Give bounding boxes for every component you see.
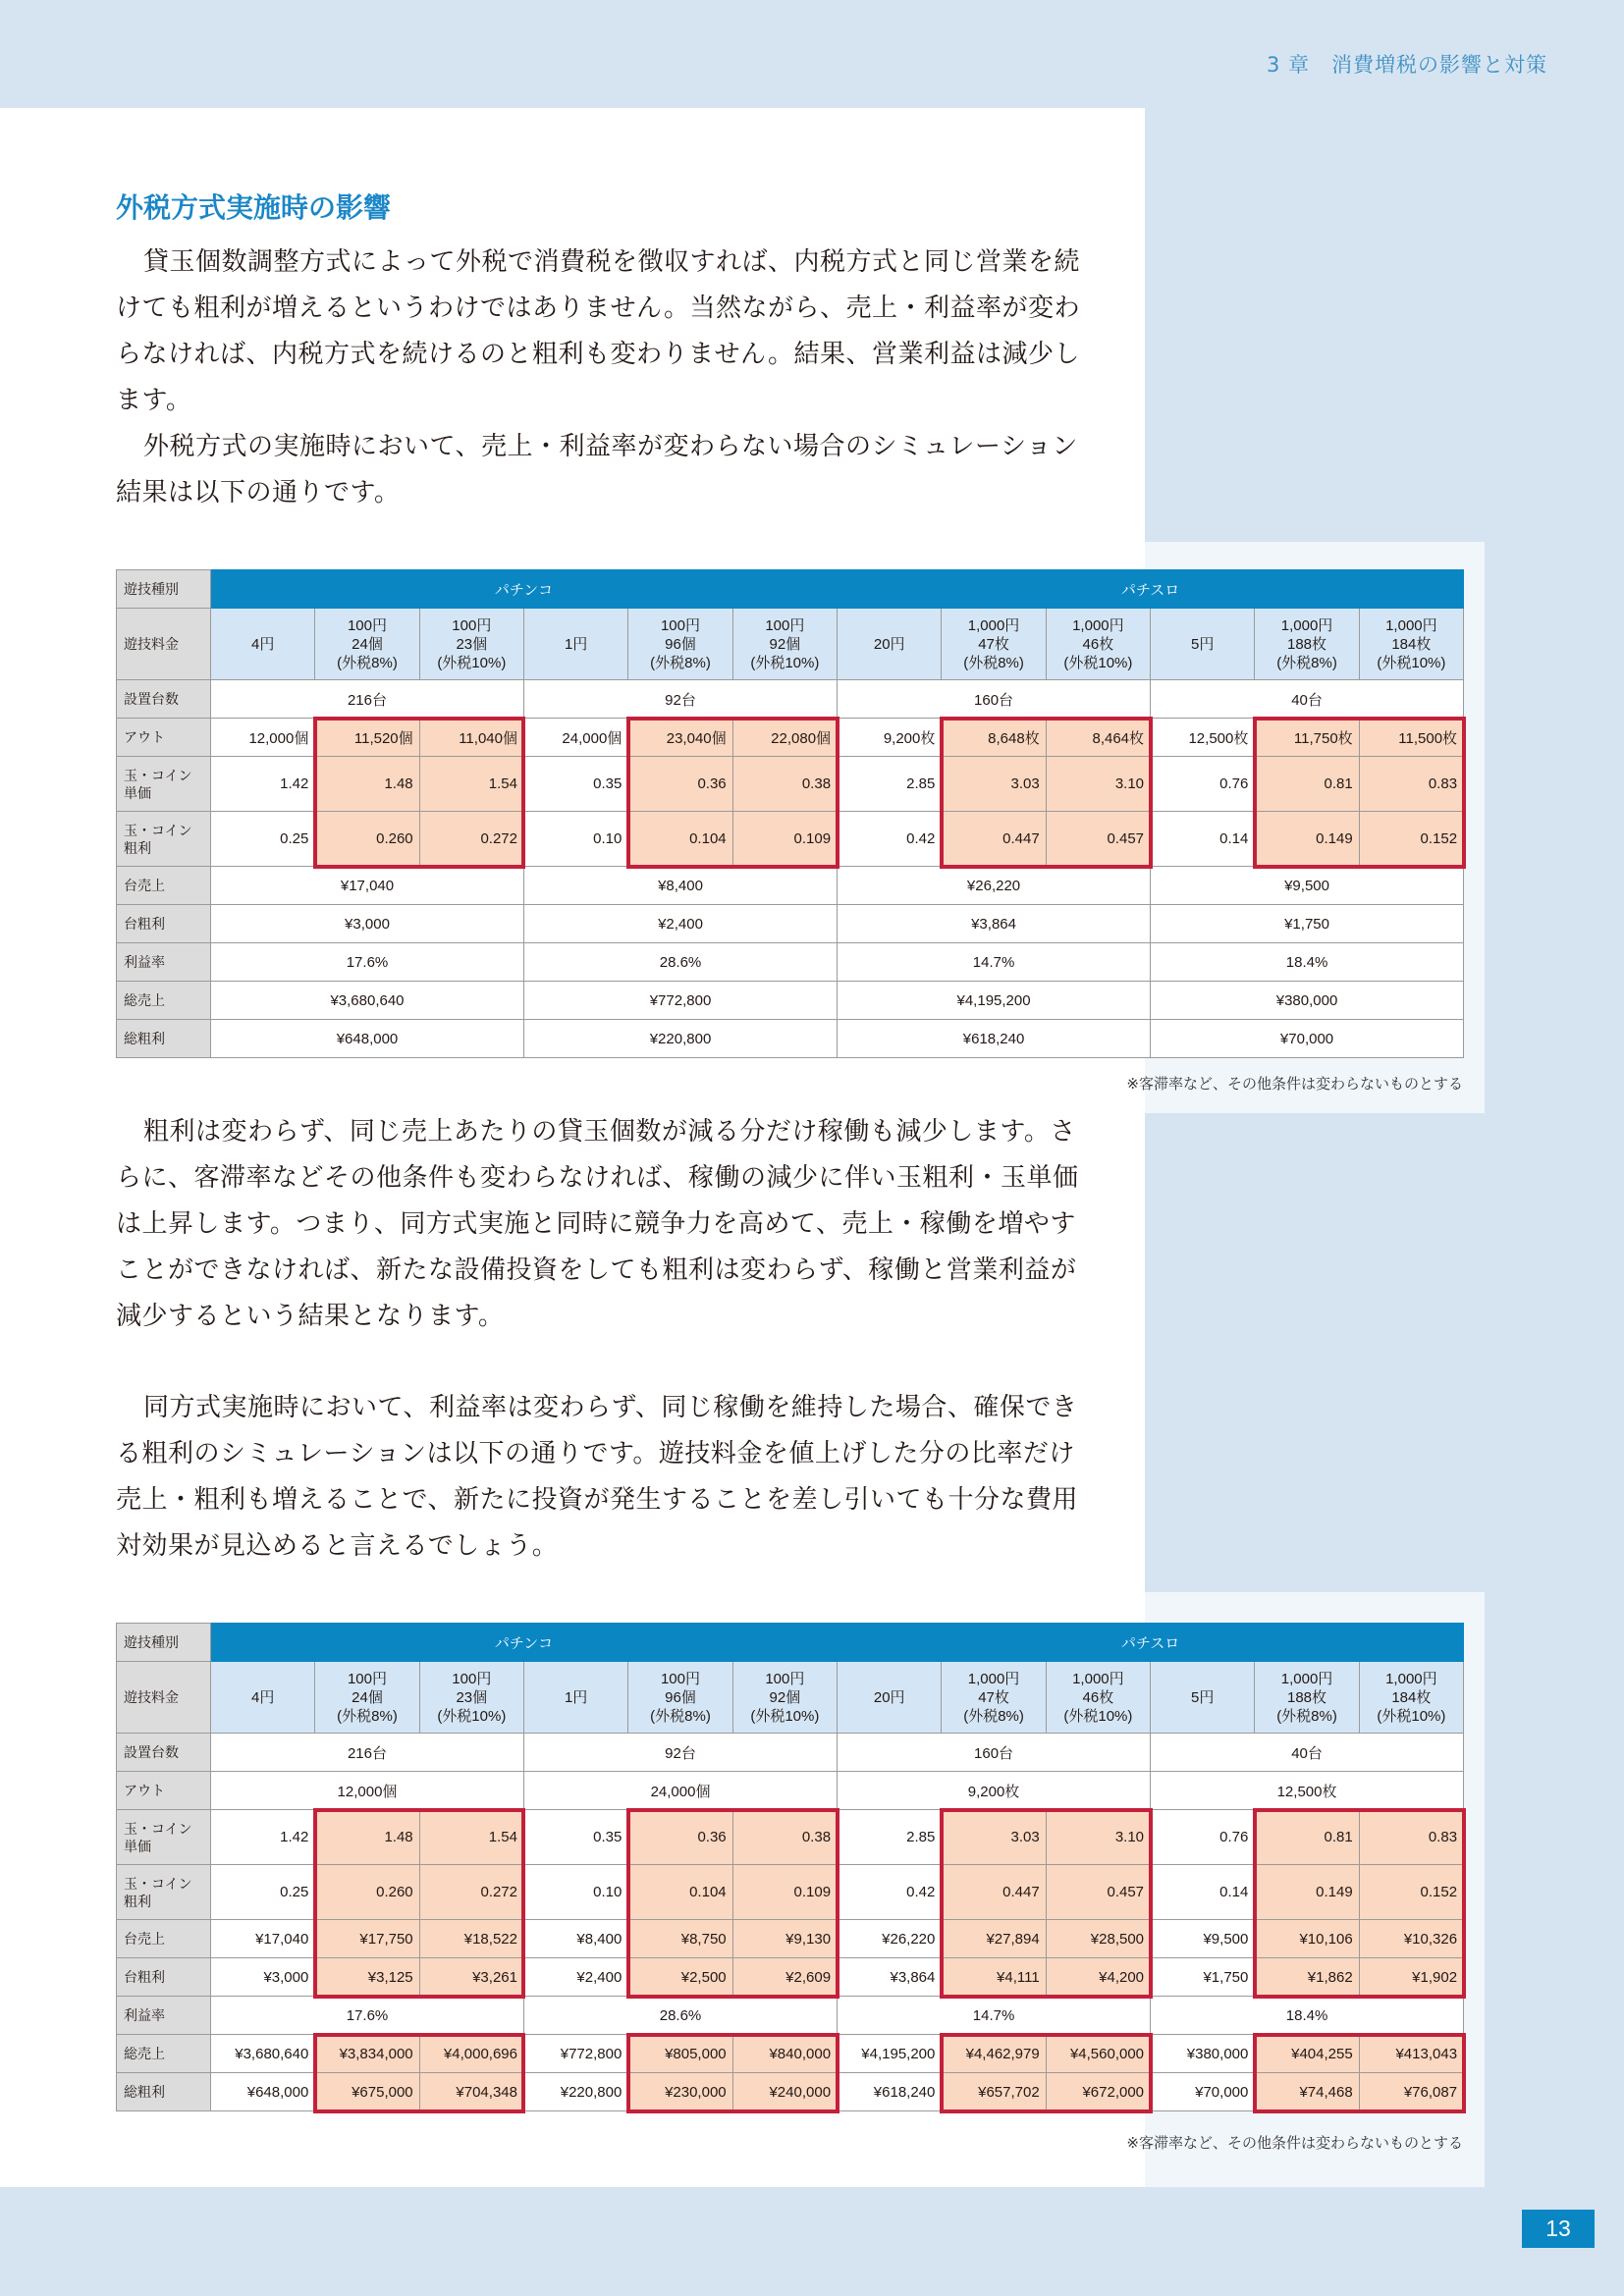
cell-unit-profit: 0.149 bbox=[1255, 812, 1359, 867]
cell-total-sales: ¥805,000 bbox=[628, 2035, 732, 2073]
fee-cell: 1円 bbox=[523, 1662, 627, 1734]
type-row bbox=[117, 570, 1464, 609]
machines-cell: 92台 bbox=[523, 1734, 837, 1772]
paragraph-2-text: 粗利は変わらず、同じ売上あたりの貸玉個数が減る分だけ稼働も減少します。さらに、客滞率などその他条件も変わらなければ、稼働の減少に伴い玉粗利・玉単価は上昇します。つまり、同方式実施と同時に競争力を高めて、売上・稼働を増やすことができなければ、新たな設備投資をしても粗利は変わらず、稼働と営業利益が減少するという結果となります。 bbox=[116, 1117, 1079, 1331]
cell-margin: 28.6% bbox=[523, 1997, 837, 2035]
cell-sales: ¥10,106 bbox=[1255, 1920, 1359, 1958]
cell-unit-price: 0.38 bbox=[732, 1810, 837, 1865]
cell-unit-price: 0.81 bbox=[1255, 757, 1359, 812]
machines-cell: 92台 bbox=[523, 680, 837, 719]
cell-out: 12,500枚 bbox=[1151, 1772, 1464, 1810]
cell-total-profit: ¥648,000 bbox=[211, 2073, 315, 2111]
machines-cell: 160台 bbox=[838, 680, 1151, 719]
cell-unit-profit: 0.42 bbox=[838, 812, 942, 867]
cell-profit: ¥1,902 bbox=[1359, 1958, 1463, 1997]
cell-total-profit: ¥230,000 bbox=[628, 2073, 732, 2111]
cell-profit: ¥2,400 bbox=[523, 905, 837, 943]
fee-cell: 1,000円 47枚 (外税8%) bbox=[942, 609, 1046, 680]
cell-sales: ¥8,400 bbox=[523, 1920, 627, 1958]
page-number: 13 bbox=[1522, 2210, 1595, 2248]
row-header-unit_price: 玉・コイン 単価 bbox=[117, 1810, 211, 1865]
machines-cell: 216台 bbox=[211, 680, 524, 719]
row-header-unit_profit: 玉・コイン 粗利 bbox=[117, 1865, 211, 1920]
chapter-title: 3 章 消費増税の影響と対策 bbox=[1266, 53, 1547, 77]
cell-out: 23,040個 bbox=[628, 719, 732, 757]
row-out bbox=[117, 1772, 1464, 1810]
fee-cell: 100円 23個 (外税10%) bbox=[419, 1662, 523, 1734]
row-header-out: アウト bbox=[117, 719, 211, 757]
cell-out: 12,000個 bbox=[211, 719, 315, 757]
cell-out: 11,520個 bbox=[315, 719, 419, 757]
cell-sales: ¥18,522 bbox=[419, 1920, 523, 1958]
cell-sales: ¥17,750 bbox=[315, 1920, 419, 1958]
cell-total-sales: ¥4,000,696 bbox=[419, 2035, 523, 2073]
table-1-note: ※客滞率など、その他条件は変わらないものとする bbox=[1126, 1075, 1463, 1093]
cell-unit-price: 0.36 bbox=[628, 757, 732, 812]
row-header-out: アウト bbox=[117, 1772, 211, 1810]
cell-total-profit: ¥618,240 bbox=[838, 2073, 942, 2111]
cell-unit-price: 1.48 bbox=[315, 1810, 419, 1865]
cell-total-profit: ¥675,000 bbox=[315, 2073, 419, 2111]
cell-sales: ¥28,500 bbox=[1046, 1920, 1150, 1958]
cell-unit-price: 0.35 bbox=[523, 757, 627, 812]
cell-total-sales: ¥3,834,000 bbox=[315, 2035, 419, 2073]
cell-total-sales: ¥4,195,200 bbox=[838, 982, 1151, 1020]
fee-cell: 20円 bbox=[838, 1662, 942, 1734]
cell-unit-profit: 0.447 bbox=[942, 812, 1046, 867]
cell-sales: ¥26,220 bbox=[838, 867, 1151, 905]
cell-unit-profit: 0.10 bbox=[523, 812, 627, 867]
cell-sales: ¥9,500 bbox=[1151, 867, 1464, 905]
cell-unit-price: 3.10 bbox=[1046, 1810, 1150, 1865]
cell-profit: ¥3,864 bbox=[838, 1958, 942, 1997]
cell-total-profit: ¥70,000 bbox=[1151, 1020, 1464, 1058]
cell-total-sales: ¥4,195,200 bbox=[838, 2035, 942, 2073]
row-total-sales bbox=[117, 982, 1464, 1020]
cell-sales: ¥9,500 bbox=[1151, 1920, 1255, 1958]
cell-profit: ¥3,261 bbox=[419, 1958, 523, 1997]
cell-sales: ¥27,894 bbox=[942, 1920, 1046, 1958]
cell-total-sales: ¥413,043 bbox=[1359, 2035, 1463, 2073]
row-total-sales bbox=[117, 2035, 1464, 2073]
cell-total-profit: ¥76,087 bbox=[1359, 2073, 1463, 2111]
cell-total-sales: ¥4,462,979 bbox=[942, 2035, 1046, 2073]
type-row bbox=[117, 1624, 1464, 1662]
cell-sales: ¥26,220 bbox=[838, 1920, 942, 1958]
row-header-sales: 台売上 bbox=[117, 867, 211, 905]
cell-total-profit: ¥240,000 bbox=[732, 2073, 837, 2111]
simulation-table-2 bbox=[116, 1623, 1464, 2111]
row-profit bbox=[117, 1958, 1464, 1997]
cell-profit: ¥1,862 bbox=[1255, 1958, 1359, 1997]
cell-unit-price: 3.03 bbox=[942, 757, 1046, 812]
cell-unit-price: 0.83 bbox=[1359, 1810, 1463, 1865]
cell-unit-profit: 0.457 bbox=[1046, 1865, 1150, 1920]
fee-cell: 1,000円 184枚 (外税10%) bbox=[1359, 609, 1463, 680]
cell-out: 11,750枚 bbox=[1255, 719, 1359, 757]
cell-sales: ¥17,040 bbox=[211, 1920, 315, 1958]
cell-total-sales: ¥380,000 bbox=[1151, 2035, 1255, 2073]
paragraph-3-text: 同方式実施時において、利益率は変わらず、同じ稼働を維持した場合、確保できる粗利のシミュレーションは以下の通りです。遊技料金を値上げした分の比率だけ売上・粗利も増えることで、新たに投資が発生することを差し引いても十分な費用対効果が見込めると言えるでしょう。 bbox=[116, 1393, 1078, 1561]
fee-cell: 1,000円 47枚 (外税8%) bbox=[942, 1662, 1046, 1734]
row-header-profit: 台粗利 bbox=[117, 1958, 211, 1997]
fee-cell: 1,000円 188枚 (外税8%) bbox=[1255, 609, 1359, 680]
cell-margin: 18.4% bbox=[1151, 943, 1464, 982]
cell-margin: 17.6% bbox=[211, 943, 524, 982]
fee-cell: 1,000円 184枚 (外税10%) bbox=[1359, 1662, 1463, 1734]
cell-unit-profit: 0.25 bbox=[211, 1865, 315, 1920]
row-header-total_sales: 総売上 bbox=[117, 2035, 211, 2073]
cell-unit-price: 0.76 bbox=[1151, 757, 1255, 812]
row-header-type: 遊技種別 bbox=[117, 570, 211, 609]
cell-out: 22,080個 bbox=[732, 719, 837, 757]
cell-margin: 14.7% bbox=[838, 943, 1151, 982]
machines-cell: 40台 bbox=[1151, 1734, 1464, 1772]
cell-unit-profit: 0.109 bbox=[732, 1865, 837, 1920]
row-unit-profit bbox=[117, 1865, 1464, 1920]
paragraph-1-text-b: 外税方式の実施時において、売上・利益率が変わらない場合のシミュレーション結果は以下の通りです。 bbox=[116, 432, 1078, 507]
cell-unit-price: 1.54 bbox=[419, 757, 523, 812]
cell-unit-price: 1.42 bbox=[211, 757, 315, 812]
row-header-machines: 設置台数 bbox=[117, 1734, 211, 1772]
machines-cell: 216台 bbox=[211, 1734, 524, 1772]
row-header-machines: 設置台数 bbox=[117, 680, 211, 719]
row-header-profit: 台粗利 bbox=[117, 905, 211, 943]
cell-unit-price: 3.03 bbox=[942, 1810, 1046, 1865]
cell-profit: ¥4,111 bbox=[942, 1958, 1046, 1997]
cell-unit-profit: 0.457 bbox=[1046, 812, 1150, 867]
row-unit-price bbox=[117, 1810, 1464, 1865]
row-header-unit_profit: 玉・コイン 粗利 bbox=[117, 812, 211, 867]
group-header: パチンコ bbox=[211, 1624, 838, 1662]
fee-cell: 5円 bbox=[1151, 1662, 1255, 1734]
fee-cell: 1,000円 188枚 (外税8%) bbox=[1255, 1662, 1359, 1734]
cell-unit-price: 0.38 bbox=[732, 757, 837, 812]
fee-cell: 1,000円 46枚 (外税10%) bbox=[1046, 609, 1150, 680]
machines-row bbox=[117, 680, 1464, 719]
cell-margin: 18.4% bbox=[1151, 1997, 1464, 2035]
row-out bbox=[117, 719, 1464, 757]
cell-out: 24,000個 bbox=[523, 719, 627, 757]
cell-unit-profit: 0.149 bbox=[1255, 1865, 1359, 1920]
row-header-margin: 利益率 bbox=[117, 1997, 211, 2035]
cell-profit: ¥2,400 bbox=[523, 1958, 627, 1997]
cell-total-sales: ¥772,800 bbox=[523, 2035, 627, 2073]
cell-unit-price: 0.76 bbox=[1151, 1810, 1255, 1865]
group-header: パチンコ bbox=[211, 570, 838, 609]
row-profit bbox=[117, 905, 1464, 943]
cell-profit: ¥4,200 bbox=[1046, 1958, 1150, 1997]
cell-margin: 28.6% bbox=[523, 943, 837, 982]
cell-total-profit: ¥74,468 bbox=[1255, 2073, 1359, 2111]
cell-sales: ¥8,400 bbox=[523, 867, 837, 905]
row-header-fee: 遊技料金 bbox=[117, 609, 211, 680]
cell-profit: ¥2,609 bbox=[732, 1958, 837, 1997]
cell-total-profit: ¥657,702 bbox=[942, 2073, 1046, 2111]
fee-cell: 1,000円 46枚 (外税10%) bbox=[1046, 1662, 1150, 1734]
cell-unit-price: 0.35 bbox=[523, 1810, 627, 1865]
cell-total-sales: ¥380,000 bbox=[1151, 982, 1464, 1020]
section-title: 外税方式実施時の影響 bbox=[116, 191, 392, 224]
fee-cell: 4円 bbox=[211, 609, 315, 680]
cell-out: 11,040個 bbox=[419, 719, 523, 757]
row-total-profit bbox=[117, 1020, 1464, 1058]
cell-out: 8,648枚 bbox=[942, 719, 1046, 757]
cell-unit-profit: 0.104 bbox=[628, 1865, 732, 1920]
cell-margin: 14.7% bbox=[838, 1997, 1151, 2035]
cell-sales: ¥10,326 bbox=[1359, 1920, 1463, 1958]
fee-cell: 1円 bbox=[523, 609, 627, 680]
cell-profit: ¥1,750 bbox=[1151, 1958, 1255, 1997]
cell-unit-price: 2.85 bbox=[838, 757, 942, 812]
cell-unit-price: 2.85 bbox=[838, 1810, 942, 1865]
paragraph-2 bbox=[116, 1109, 1098, 1340]
cell-profit: ¥3,000 bbox=[211, 905, 524, 943]
machines-cell: 160台 bbox=[838, 1734, 1151, 1772]
simulation-table-1 bbox=[116, 569, 1464, 1058]
row-sales bbox=[117, 867, 1464, 905]
cell-total-sales: ¥4,560,000 bbox=[1046, 2035, 1150, 2073]
row-margin bbox=[117, 1997, 1464, 2035]
fee-cell: 100円 24個 (外税8%) bbox=[315, 609, 419, 680]
row-header-margin: 利益率 bbox=[117, 943, 211, 982]
cell-unit-profit: 0.260 bbox=[315, 1865, 419, 1920]
cell-unit-profit: 0.109 bbox=[732, 812, 837, 867]
cell-unit-profit: 0.152 bbox=[1359, 812, 1463, 867]
cell-unit-profit: 0.10 bbox=[523, 1865, 627, 1920]
cell-unit-profit: 0.14 bbox=[1151, 1865, 1255, 1920]
cell-profit: ¥1,750 bbox=[1151, 905, 1464, 943]
paragraph-1-text-a: 貸玉個数調整方式によって外税で消費税を徴収すれば、内税方式と同じ営業を続けても粗利が増えるというわけではありません。当然ながら、売上・利益率が変わらなければ、内税方式を続けるのと粗利も変わりません。結果、営業利益は減少します。 bbox=[116, 247, 1081, 415]
cell-total-sales: ¥3,680,640 bbox=[211, 982, 524, 1020]
row-header-sales: 台売上 bbox=[117, 1920, 211, 1958]
table-2-note: ※客滞率など、その他条件は変わらないものとする bbox=[1126, 2134, 1463, 2152]
row-sales bbox=[117, 1920, 1464, 1958]
cell-total-profit: ¥648,000 bbox=[211, 1020, 524, 1058]
row-header-fee: 遊技料金 bbox=[117, 1662, 211, 1734]
row-header-total_sales: 総売上 bbox=[117, 982, 211, 1020]
paragraph-3 bbox=[116, 1385, 1098, 1570]
cell-profit: ¥2,500 bbox=[628, 1958, 732, 1997]
cell-out: 24,000個 bbox=[523, 1772, 837, 1810]
fee-cell: 100円 92個 (外税10%) bbox=[732, 609, 837, 680]
cell-total-sales: ¥772,800 bbox=[523, 982, 837, 1020]
cell-out: 8,464枚 bbox=[1046, 719, 1150, 757]
cell-total-profit: ¥618,240 bbox=[838, 1020, 1151, 1058]
cell-out: 12,500枚 bbox=[1151, 719, 1255, 757]
fee-cell: 4円 bbox=[211, 1662, 315, 1734]
fee-cell: 20円 bbox=[838, 609, 942, 680]
cell-unit-price: 0.36 bbox=[628, 1810, 732, 1865]
cell-profit: ¥3,000 bbox=[211, 1958, 315, 1997]
cell-total-sales: ¥404,255 bbox=[1255, 2035, 1359, 2073]
footer-band bbox=[0, 2187, 1624, 2296]
row-unit-price bbox=[117, 757, 1464, 812]
row-header-unit_price: 玉・コイン 単価 bbox=[117, 757, 211, 812]
cell-unit-profit: 0.152 bbox=[1359, 1865, 1463, 1920]
fee-cell: 100円 24個 (外税8%) bbox=[315, 1662, 419, 1734]
row-header-type: 遊技種別 bbox=[117, 1624, 211, 1662]
cell-unit-profit: 0.447 bbox=[942, 1865, 1046, 1920]
machines-row bbox=[117, 1734, 1464, 1772]
cell-unit-price: 0.83 bbox=[1359, 757, 1463, 812]
cell-profit: ¥3,125 bbox=[315, 1958, 419, 1997]
cell-total-profit: ¥672,000 bbox=[1046, 2073, 1150, 2111]
cell-unit-profit: 0.272 bbox=[419, 1865, 523, 1920]
cell-total-profit: ¥220,800 bbox=[523, 2073, 627, 2111]
cell-unit-price: 1.42 bbox=[211, 1810, 315, 1865]
cell-total-sales: ¥3,680,640 bbox=[211, 2035, 315, 2073]
cell-unit-profit: 0.42 bbox=[838, 1865, 942, 1920]
cell-unit-price: 0.81 bbox=[1255, 1810, 1359, 1865]
row-header-total_profit: 総粗利 bbox=[117, 2073, 211, 2111]
cell-unit-price: 3.10 bbox=[1046, 757, 1150, 812]
group-header: パチスロ bbox=[838, 1624, 1464, 1662]
fee-cell: 100円 96個 (外税8%) bbox=[628, 609, 732, 680]
group-header: パチスロ bbox=[838, 570, 1464, 609]
cell-margin: 17.6% bbox=[211, 1997, 524, 2035]
cell-total-profit: ¥70,000 bbox=[1151, 2073, 1255, 2111]
cell-total-sales: ¥840,000 bbox=[732, 2035, 837, 2073]
cell-unit-price: 1.48 bbox=[315, 757, 419, 812]
cell-sales: ¥8,750 bbox=[628, 1920, 732, 1958]
cell-out: 12,000個 bbox=[211, 1772, 524, 1810]
paragraph-1 bbox=[116, 240, 1098, 516]
fee-cell: 100円 96個 (外税8%) bbox=[628, 1662, 732, 1734]
cell-unit-profit: 0.260 bbox=[315, 812, 419, 867]
cell-unit-profit: 0.272 bbox=[419, 812, 523, 867]
fee-row bbox=[117, 609, 1464, 680]
cell-out: 9,200枚 bbox=[838, 719, 942, 757]
cell-out: 9,200枚 bbox=[838, 1772, 1151, 1810]
fee-cell: 5円 bbox=[1151, 609, 1255, 680]
row-margin bbox=[117, 943, 1464, 982]
row-unit-profit bbox=[117, 812, 1464, 867]
cell-total-profit: ¥220,800 bbox=[523, 1020, 837, 1058]
cell-sales: ¥9,130 bbox=[732, 1920, 837, 1958]
fee-cell: 100円 23個 (外税10%) bbox=[419, 609, 523, 680]
row-total-profit bbox=[117, 2073, 1464, 2111]
cell-unit-profit: 0.104 bbox=[628, 812, 732, 867]
cell-unit-price: 1.54 bbox=[419, 1810, 523, 1865]
cell-profit: ¥3,864 bbox=[838, 905, 1151, 943]
cell-unit-profit: 0.14 bbox=[1151, 812, 1255, 867]
fee-row bbox=[117, 1662, 1464, 1734]
row-header-total_profit: 総粗利 bbox=[117, 1020, 211, 1058]
fee-cell: 100円 92個 (外税10%) bbox=[732, 1662, 837, 1734]
cell-out: 11,500枚 bbox=[1359, 719, 1463, 757]
cell-sales: ¥17,040 bbox=[211, 867, 524, 905]
machines-cell: 40台 bbox=[1151, 680, 1464, 719]
cell-unit-profit: 0.25 bbox=[211, 812, 315, 867]
cell-total-profit: ¥704,348 bbox=[419, 2073, 523, 2111]
